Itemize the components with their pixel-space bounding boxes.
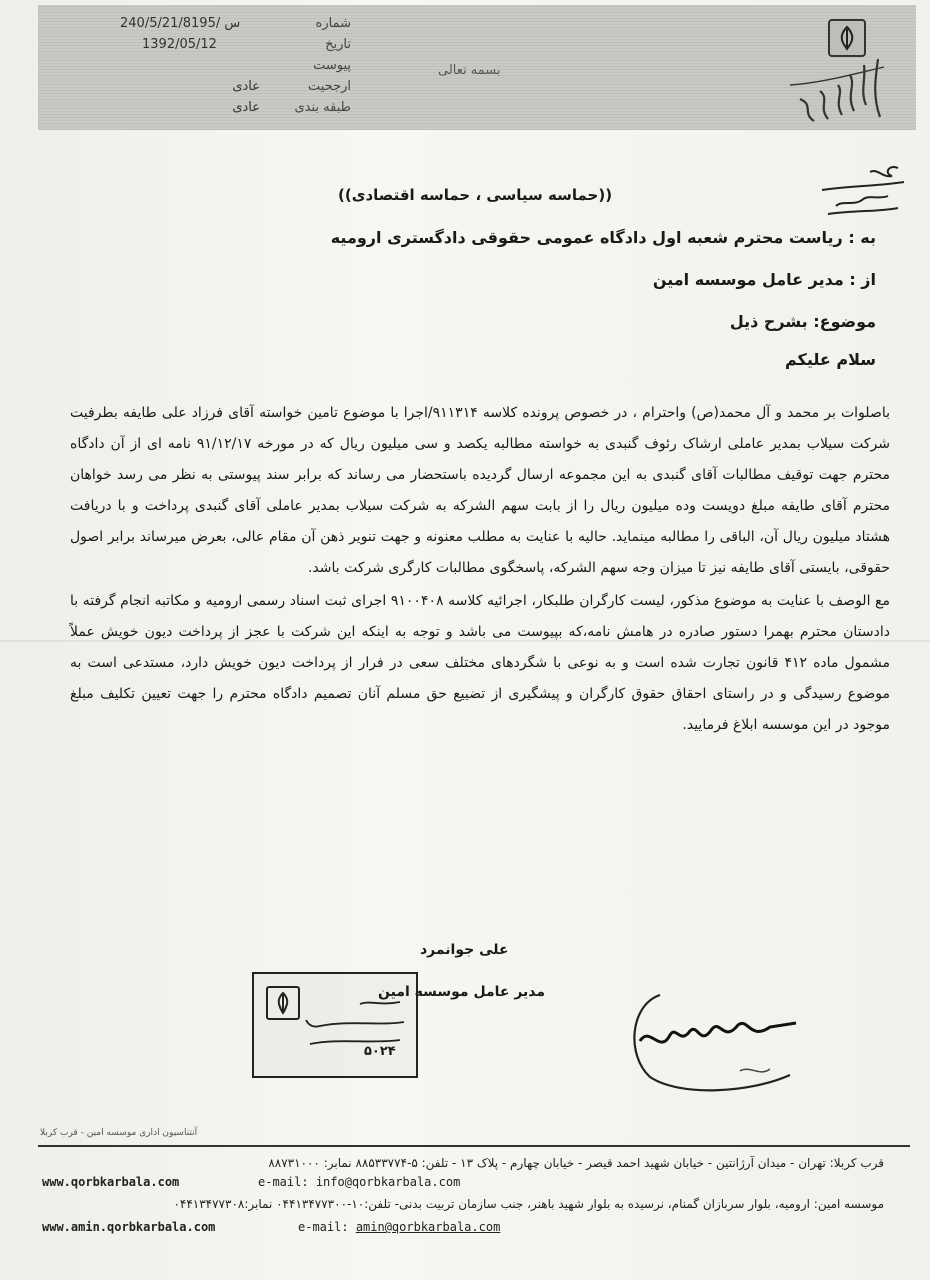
label-priority: ارجحیت xyxy=(307,79,351,94)
footer-website-amin[interactable]: www.amin.qorbkarbala.com xyxy=(42,1220,216,1234)
footer-divider xyxy=(38,1145,910,1147)
footer-email-amin[interactable] xyxy=(298,1220,500,1234)
footer-address-amin: موسسه امین: ارومیه، بلوار سربازان گمنام، نرسیده به بلوار شهید باهنر، جنب سازمان تربیت بدنی- تلفن:۱۰-۰۴۴۱۳۴۷۷۳۰۰ نمابر:۰۴۴۱۳۴۷۷۳۰۸ xyxy=(173,1197,884,1211)
meta-labels xyxy=(276,13,351,118)
letter-slogan: ((حماسه سیاسی ، حماسه اقتصادی)) xyxy=(338,186,613,204)
label-attachment: پیوست xyxy=(313,58,351,73)
classification-value: عادی xyxy=(232,100,260,115)
label-date: تاریخ xyxy=(325,37,351,52)
priority-value: عادی xyxy=(232,79,260,94)
letter-date: 1392/05/12 xyxy=(142,37,217,52)
recipient-line: به : ریاست محترم شعبه اول دادگاه عمومی حقوقی دادگستری ارومیه xyxy=(330,228,876,247)
official-stamp xyxy=(252,972,418,1078)
stamp-emblem-icon xyxy=(266,986,300,1020)
body-paragraph-1: باصلوات بر محمد و آل محمد(ص) واحترام ، در خصوص پرونده کلاسه ۹۱۱۳۱۴/اجرا با موضوع تامین خواسته آقای فرزاد علی طایفه بطرفیت شرکت سیلاب بمدیر عاملی ارشاک رئوف گنبدی به خواسته مطالبه یکصد و سی میلیون ریال که در مورخه ۹۱/۱۲/۱۷ نامه ای از آن دادگاه محترم جهت توقیف مطالبات آقای گنبدی به این مجموعه ارسال گردیده باستحضار می رساند که برابر سند پیوستی به نظر می رسد خواهان محترم آقای طایفه مبلغ دویست وده میلیون ریال را از بابت سهم الشرکه به شرکت سیلاب بمدیر عاملی آقای گنبدی پرداخت و با دریافت هشتاد میلیون ریال آن، الباقی را مطالبه مینماید. حالیه با عنایت به مطلب معنونه و جهت تنویر ذهن آن مقام عالی، بعرض میرساند برابر اصول حقوقی، بایستی آقای طایفه نیز تا میزان وجه سهم الشرکه، پاسخگوی مطالبات کارگری شرکت باشد. xyxy=(70,405,890,576)
greeting-line: سلام علیکم xyxy=(784,350,876,369)
email-label: e-mail: xyxy=(298,1220,349,1234)
sender-line: از : مدیر عامل موسسه امین xyxy=(652,270,876,289)
stamp-number: ۵۰۲۴ xyxy=(364,1044,396,1059)
letter-number: 240/5/21/8195/ س xyxy=(120,16,241,31)
email-label: e-mail: xyxy=(258,1175,309,1189)
basmala: بسمه تعالی xyxy=(438,63,501,78)
email-address[interactable]: info@qorbkarbala.com xyxy=(315,1175,461,1189)
letter-body xyxy=(70,398,890,741)
handwritten-date-seal xyxy=(620,985,810,1095)
iran-emblem-icon xyxy=(828,19,866,57)
footer-email-qorb[interactable] xyxy=(258,1175,460,1189)
meta-values xyxy=(120,13,260,118)
subject-line: موضوع: بشرح ذیل xyxy=(729,312,876,331)
qorb-karbala-logo xyxy=(818,160,908,220)
letterhead xyxy=(38,5,916,130)
signer-title: مدیر عامل موسسه امین xyxy=(378,984,546,1000)
email-address[interactable]: amin@qorbkarbala.com xyxy=(355,1220,501,1234)
footer-website-qorb[interactable]: www.qorbkarbala.com xyxy=(42,1175,180,1189)
body-paragraph-2: مع الوصف با عنایت به موضوع مذکور، لیست کارگران طلبکار، اجرائیه کلاسه ۹۱۰۰۴۰۸ اجرای ثبت اسناد رسمی ارومیه و مکاتبه انجام گرفته با دادستان محترم بهمرا دستور صادره در هامش نامه،که بپیوست می باشد و توجه به اینکه این شرکت با عجز از پرداخت دیون خویش عملاً مشمول ماده ۴۱۲ قانون تجارت شده است و به نوعی با شگردهای مختلف سعی در فرار از پرداخت دیون خویش دارد، مستدعی است به موضوع رسیدگی و در راستای احقاق حقوق کارگران و پیشگیری از تضییع حق مسلم آنان تصمیم دادگاه محترم را جهت تعیین تکلیف مبلغ موجود در این موسسه ابلاغ فرمایید. xyxy=(70,593,891,733)
footer-note: آنتناسیون اداری موسسه امین - قرب کربلا xyxy=(40,1128,198,1138)
signer-name: علی جوانمرد xyxy=(420,942,509,958)
footer-address-karbala: قرب کربلا: تهران - میدان آرژانتین - خیابان شهید احمد قیصر - خیابان چهارم - پلاک ۱۳ - تلفن: ۵-۸۸۵۳۳۷۷۴ نمابر: ۸۸۷۳۱۰۰۰ xyxy=(268,1156,884,1170)
label-classification: طبقه بندی xyxy=(294,100,351,115)
org-logo-script xyxy=(780,55,890,125)
label-number: شماره xyxy=(315,16,351,31)
